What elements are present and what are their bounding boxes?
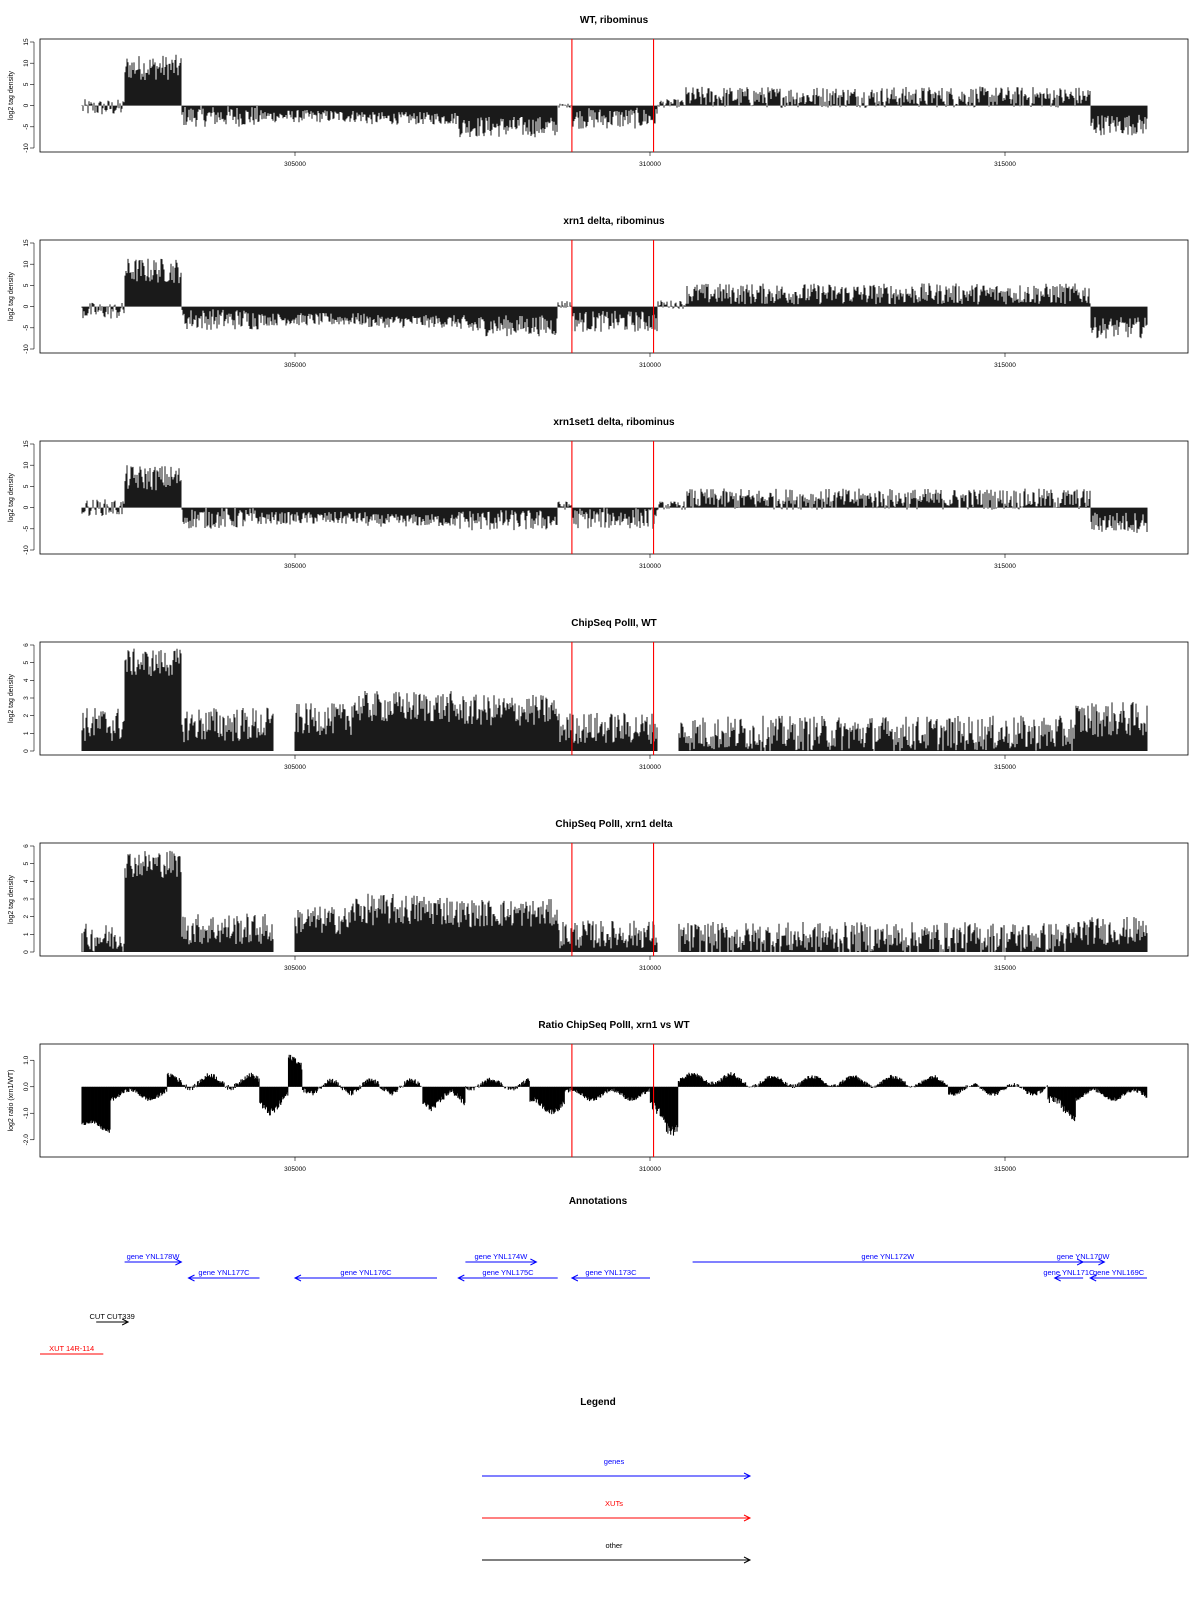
y-tick-label: 15 [23, 440, 30, 448]
y-tick-label: 5 [23, 82, 30, 86]
x-tick-label: 310000 [639, 764, 661, 771]
x-tick-label: 315000 [994, 764, 1016, 771]
y-tick-label: 4 [23, 678, 30, 682]
x-tick-label: 310000 [639, 362, 661, 369]
x-tick-label: 310000 [639, 161, 661, 168]
x-tick-label: 315000 [994, 362, 1016, 369]
panel-title: ChipSeq PolII, xrn1 delta [555, 819, 673, 830]
y-axis-label: log2 tag density [8, 673, 15, 723]
y-tick-label: 1 [23, 731, 30, 735]
y-tick-label: 6 [23, 643, 30, 647]
y-tick-label: 3 [23, 696, 30, 700]
y-tick-label: 5 [23, 484, 30, 488]
y-tick-label: 10 [23, 59, 30, 67]
y-tick-label: -10 [23, 545, 30, 555]
x-tick-label: 305000 [284, 764, 306, 771]
y-tick-label: -10 [23, 344, 30, 354]
y-tick-label: -5 [23, 124, 30, 130]
y-tick-label: 0 [23, 749, 30, 753]
x-tick-label: 310000 [639, 563, 661, 570]
y-tick-label: 15 [23, 239, 30, 247]
y-tick-label: 0 [23, 103, 30, 107]
x-tick-label: 305000 [284, 362, 306, 369]
panel-title: WT, ribominus [580, 15, 649, 26]
y-tick-label: 15 [23, 38, 30, 46]
y-tick-label: -5 [23, 325, 30, 331]
y-axis-label: log2 tag density [8, 472, 15, 522]
y-tick-label: 10 [23, 260, 30, 268]
panel-title: xrn1set1 delta, ribominus [553, 417, 675, 428]
y-tick-label: 0 [23, 304, 30, 308]
x-tick-label: 305000 [284, 563, 306, 570]
y-axis-label: log2 tag density [8, 70, 15, 120]
y-tick-label: 5 [23, 283, 30, 287]
x-tick-label: 315000 [994, 161, 1016, 168]
y-tick-label: 5 [23, 660, 30, 664]
y-tick-label: 0 [23, 505, 30, 509]
panel-title: xrn1 delta, ribominus [563, 216, 665, 227]
panel-title: ChipSeq PolII, WT [571, 618, 657, 629]
y-tick-label: -10 [23, 143, 30, 153]
y-tick-label: -5 [23, 526, 30, 532]
x-tick-label: 305000 [284, 161, 306, 168]
y-axis-label: log2 tag density [8, 271, 15, 321]
y-tick-label: 10 [23, 461, 30, 469]
x-tick-label: 315000 [994, 563, 1016, 570]
y-tick-label: 2 [23, 713, 30, 717]
